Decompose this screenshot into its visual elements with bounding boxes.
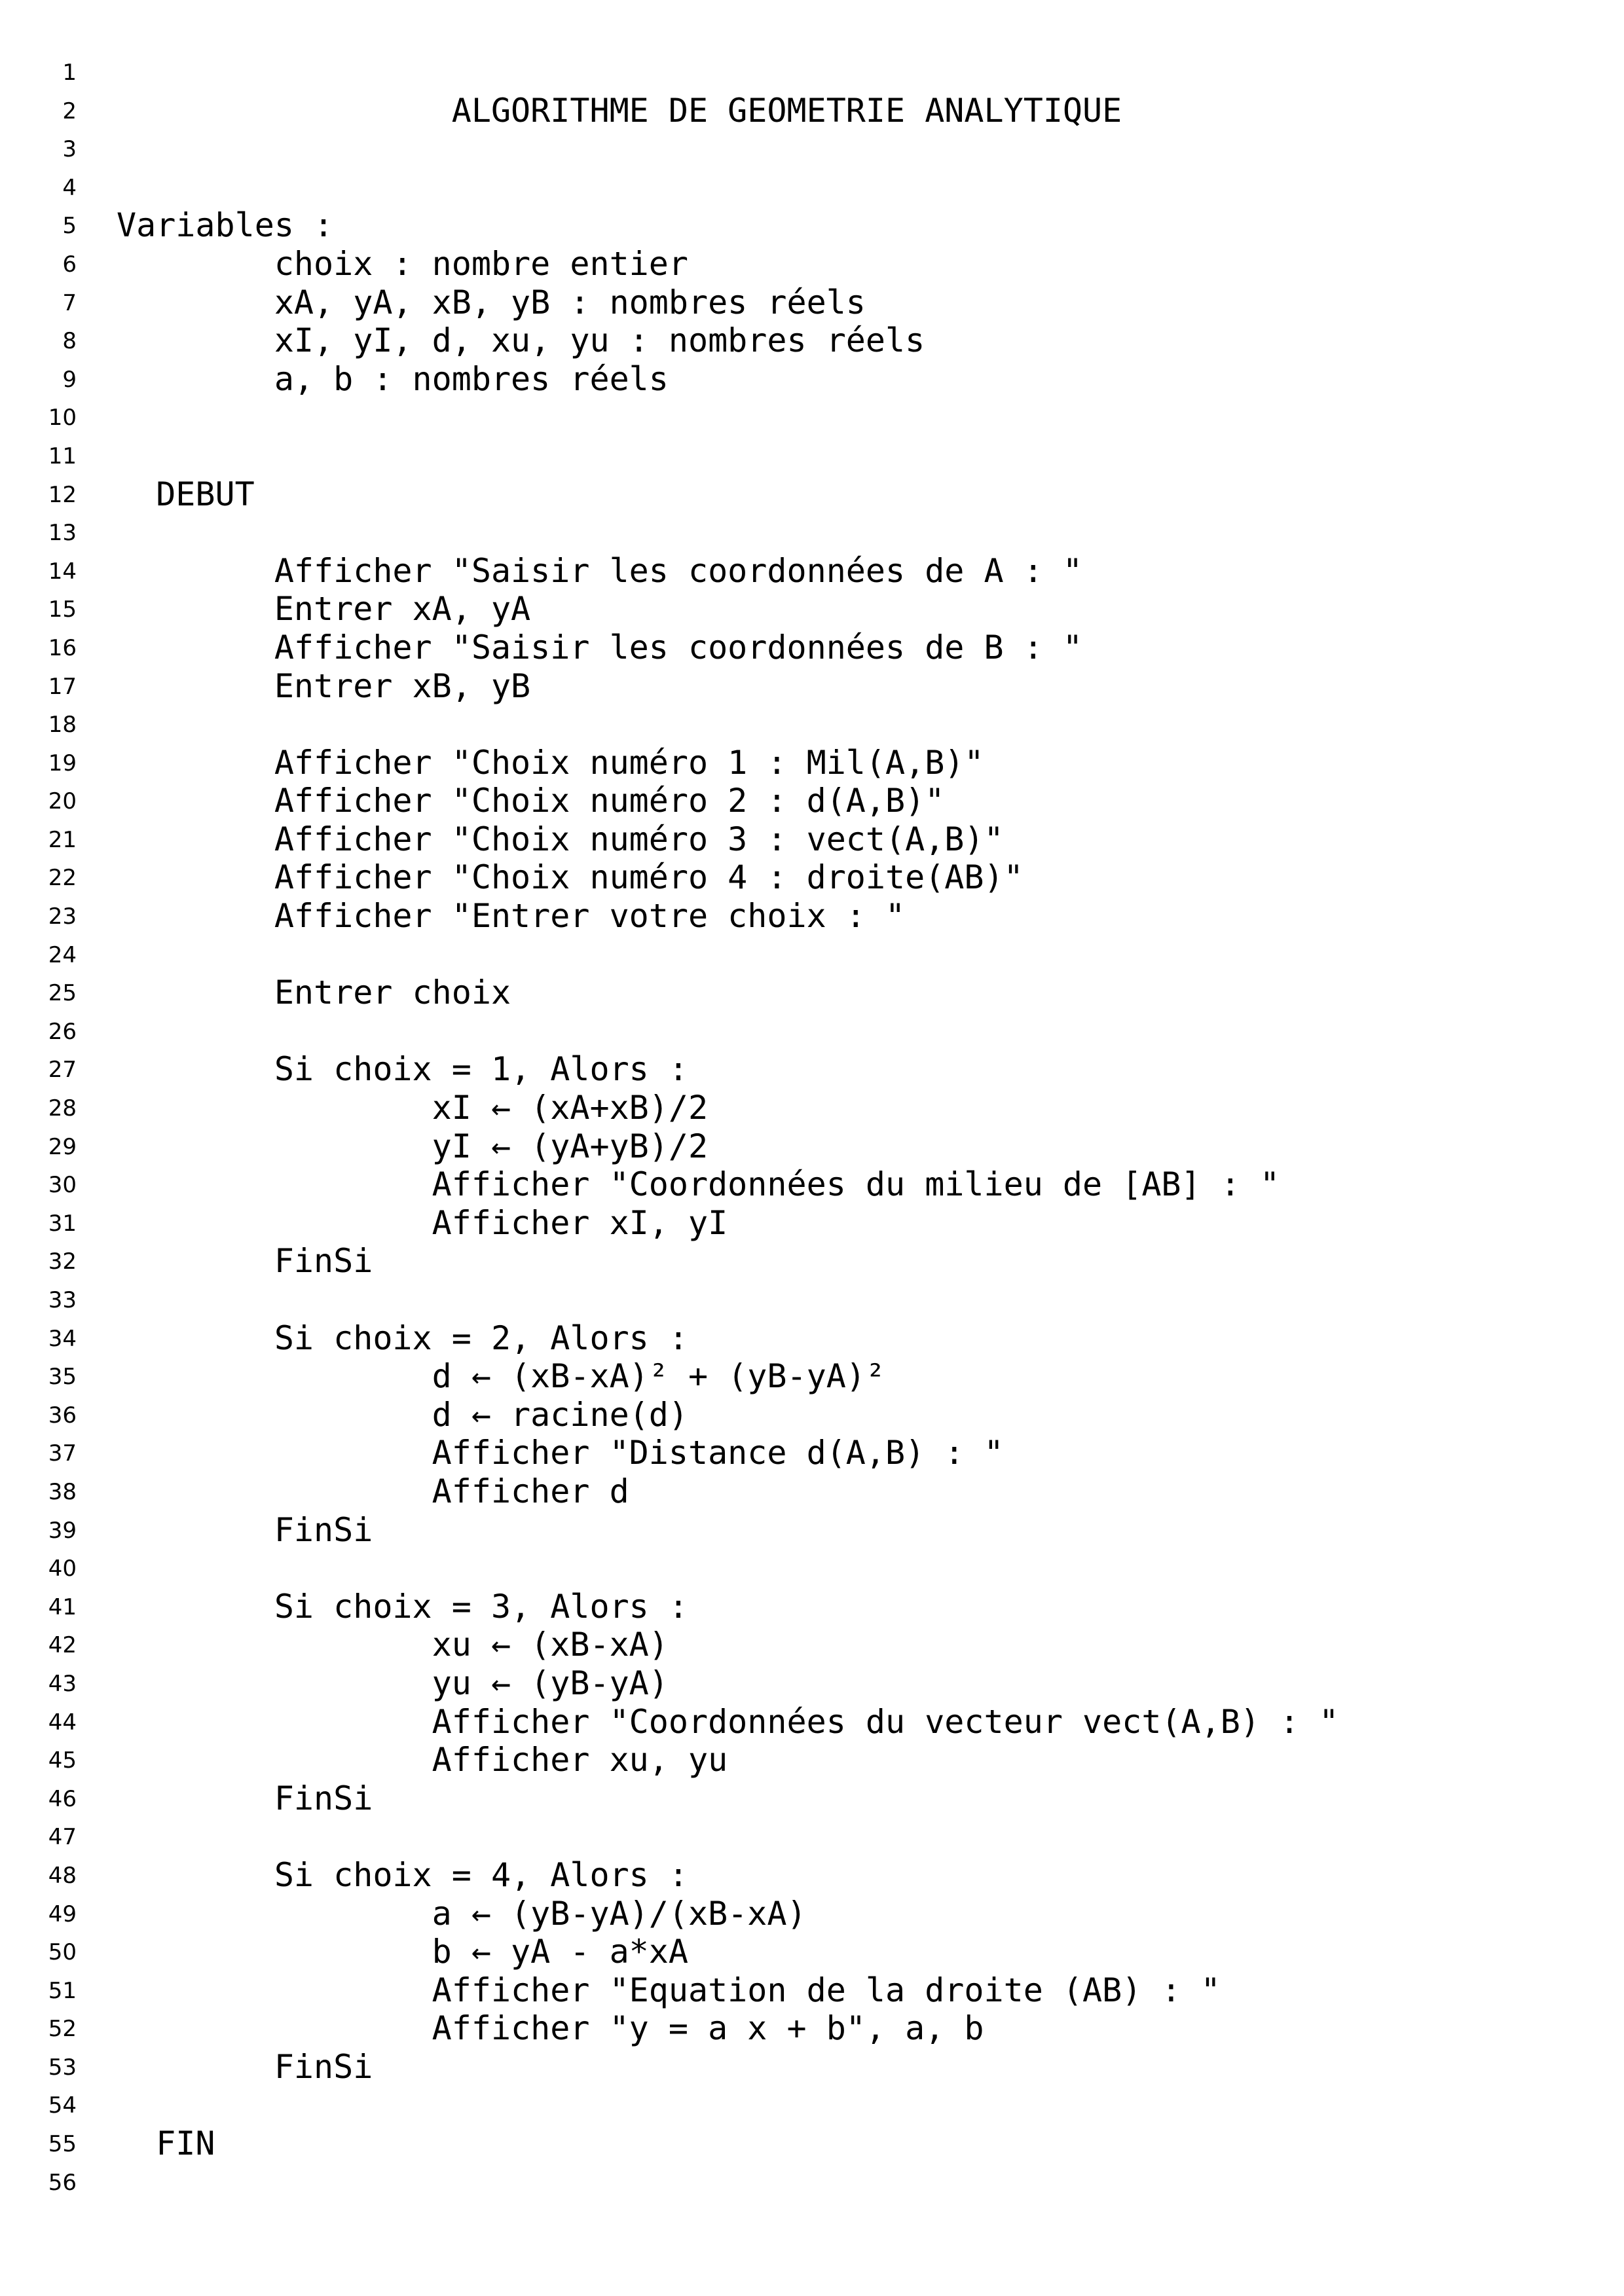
code-line: [0, 1549, 1624, 1588]
code-line: [0, 475, 1624, 514]
code-text: Si choix = 3, Alors :: [117, 1587, 688, 1626]
line-number: 1: [62, 60, 77, 86]
code-line: [0, 398, 1624, 437]
code-line: [0, 552, 1624, 591]
line-number: 55: [48, 2131, 77, 2158]
code-line: [0, 897, 1624, 936]
line-number: 41: [48, 1594, 77, 1620]
line-number: 33: [48, 1287, 77, 1313]
code-line: [0, 705, 1624, 744]
code-line: [0, 513, 1624, 552]
line-number: 8: [62, 328, 77, 355]
code-text: Afficher xI, yI: [117, 1203, 728, 1242]
line-number: 20: [48, 788, 77, 815]
code-line: [0, 283, 1624, 322]
line-number: 22: [48, 865, 77, 892]
line-number: 27: [48, 1057, 77, 1084]
line-number: 10: [48, 405, 77, 431]
line-number: 52: [48, 2016, 77, 2043]
line-number: 5: [62, 213, 77, 240]
code-text: ALGORITHME DE GEOMETRIE ANALYTIQUE: [117, 91, 1122, 130]
line-number: 42: [48, 1632, 77, 1659]
code-text: FinSi: [117, 1510, 373, 1549]
code-line: [0, 744, 1624, 782]
code-line: [0, 1779, 1624, 1818]
code-text: Si choix = 2, Alors :: [117, 1319, 688, 1357]
code-text: d ← racine(d): [117, 1395, 688, 1434]
line-number: 35: [48, 1364, 77, 1391]
line-number: 47: [48, 1824, 77, 1851]
line-number: 34: [48, 1325, 77, 1352]
line-number: 13: [48, 520, 77, 547]
code-text: FinSi: [117, 1242, 373, 1281]
line-number: 53: [48, 2054, 77, 2081]
code-text: Entrer xA, yA: [117, 590, 531, 629]
code-line: [0, 629, 1624, 667]
code-line: [0, 321, 1624, 360]
code-line: [0, 820, 1624, 859]
code-line: [0, 2009, 1624, 2048]
line-number: 19: [48, 750, 77, 776]
code-line: [0, 1434, 1624, 1472]
code-text: Afficher "Entrer votre choix : ": [117, 897, 906, 936]
line-number: 23: [48, 903, 77, 930]
code-line: [0, 1319, 1624, 1358]
code-line: [0, 1050, 1624, 1089]
line-number: 39: [48, 1517, 77, 1544]
line-number: 43: [48, 1670, 77, 1697]
code-line: [0, 1856, 1624, 1895]
line-number: 51: [48, 1977, 77, 2004]
code-text: Variables :: [117, 206, 334, 245]
code-text: b ← yA - a*xA: [117, 1933, 688, 1971]
code-line: [0, 858, 1624, 897]
code-line: [0, 245, 1624, 283]
code-line: [0, 130, 1624, 168]
code-text: FIN: [117, 2124, 215, 2163]
code-line: [0, 1396, 1624, 1434]
line-number: 6: [62, 251, 77, 278]
code-line: [0, 360, 1624, 399]
line-number: 54: [48, 2092, 77, 2119]
code-text: Afficher xu, yu: [117, 1741, 728, 1779]
code-line: [0, 437, 1624, 475]
line-number: 12: [48, 481, 77, 508]
code-text: Entrer xB, yB: [117, 666, 531, 705]
line-number: 26: [48, 1018, 77, 1045]
line-number: 48: [48, 1862, 77, 1889]
line-number: 56: [48, 2169, 77, 2196]
code-text: Afficher "Distance d(A,B) : ": [117, 1434, 1004, 1472]
line-number: 3: [62, 136, 77, 163]
line-number: 16: [48, 634, 77, 661]
line-number: 45: [48, 1747, 77, 1774]
code-line: [0, 206, 1624, 245]
code-line: [0, 2048, 1624, 2086]
line-number: 37: [48, 1440, 77, 1467]
code-text: yu ← (yB-yA): [117, 1664, 669, 1702]
code-text: Afficher "Coordonnées du milieu de [AB] : ": [117, 1165, 1280, 1204]
code-text: Entrer choix: [117, 974, 511, 1012]
line-number: 49: [48, 1901, 77, 1927]
code-line: [0, 1357, 1624, 1396]
code-text: d ← (xB-xA)² + (yB-yA)²: [117, 1357, 885, 1396]
code-text: xu ← (xB-xA): [117, 1626, 669, 1664]
code-text: Afficher "Choix numéro 3 : vect(A,B)": [117, 820, 1004, 858]
line-number: 50: [48, 1939, 77, 1966]
code-line: [0, 936, 1624, 974]
line-number: 28: [48, 1095, 77, 1122]
code-text: Afficher "Saisir les coordonnées de B : ": [117, 628, 1083, 666]
line-number: 21: [48, 826, 77, 853]
code-text: a, b : nombres réels: [117, 359, 669, 398]
code-line: [0, 2124, 1624, 2163]
code-text: Afficher d: [117, 1472, 629, 1510]
code-text: xI, yI, d, xu, yu : nombres réels: [117, 321, 925, 360]
line-number: 17: [48, 673, 77, 700]
code-line: [0, 1741, 1624, 1779]
code-text: FinSi: [117, 1779, 373, 1817]
code-line: [0, 1895, 1624, 1933]
line-number: 44: [48, 1709, 77, 1736]
code-text: FinSi: [117, 2047, 373, 2086]
code-text: Afficher "Coordonnées du vecteur vect(A,B) : ": [117, 1702, 1339, 1741]
code-text: xI ← (xA+xB)/2: [117, 1089, 709, 1127]
code-line: [0, 667, 1624, 706]
code-line: [0, 1204, 1624, 1243]
line-number: 15: [48, 596, 77, 623]
code-text: Si choix = 4, Alors :: [117, 1855, 688, 1894]
line-number: 46: [48, 1785, 77, 1812]
line-number: 29: [48, 1133, 77, 1160]
code-line: [0, 2086, 1624, 2124]
line-number: 9: [62, 366, 77, 393]
code-line: [0, 1089, 1624, 1127]
code-line: [0, 1588, 1624, 1626]
code-text: Afficher "Choix numéro 4 : droite(AB)": [117, 858, 1024, 897]
code-text: Afficher "Choix numéro 2 : d(A,B)": [117, 782, 945, 820]
code-line: [0, 1664, 1624, 1703]
code-line: [0, 782, 1624, 820]
code-line: [0, 590, 1624, 629]
code-line: [0, 1242, 1624, 1281]
line-number: 14: [48, 558, 77, 585]
code-line: [0, 1165, 1624, 1204]
code-line: [0, 1817, 1624, 1856]
code-text: Afficher "y = a x + b", a, b: [117, 2009, 984, 2048]
code-text: Afficher "Choix numéro 1 : Mil(A,B)": [117, 743, 984, 782]
code-line: [0, 1626, 1624, 1664]
code-line: [0, 1703, 1624, 1741]
code-text: choix : nombre entier: [117, 244, 688, 283]
code-text: Si choix = 1, Alors :: [117, 1050, 688, 1089]
code-line: [0, 1012, 1624, 1051]
line-number: 2: [62, 98, 77, 124]
code-line: [0, 1127, 1624, 1166]
code-line: [0, 1281, 1624, 1319]
line-number: 40: [48, 1556, 77, 1582]
line-number: 24: [48, 941, 77, 968]
line-number: 36: [48, 1402, 77, 1429]
line-number: 18: [48, 712, 77, 738]
code-line: [0, 168, 1624, 207]
code-text: DEBUT: [117, 475, 255, 513]
code-line: [0, 2163, 1624, 2202]
code-text: a ← (yB-yA)/(xB-xA): [117, 1894, 807, 1933]
code-text: yI ← (yA+yB)/2: [117, 1127, 709, 1165]
code-line: [0, 53, 1624, 92]
line-number: 30: [48, 1172, 77, 1199]
line-number: 31: [48, 1210, 77, 1237]
code-line: [0, 1511, 1624, 1550]
code-text: xA, yA, xB, yB : nombres réels: [117, 283, 866, 321]
line-number: 38: [48, 1478, 77, 1505]
line-number: 25: [48, 980, 77, 1007]
code-text: Afficher "Saisir les coordonnées de A : ": [117, 551, 1083, 590]
code-text: Afficher "Equation de la droite (AB) : ": [117, 1971, 1221, 2009]
line-number: 4: [62, 174, 77, 201]
code-line: [0, 92, 1624, 130]
code-listing: [0, 53, 1624, 2201]
code-line: [0, 1971, 1624, 2010]
code-line: [0, 1472, 1624, 1511]
code-line: [0, 1933, 1624, 1971]
code-line: [0, 974, 1624, 1012]
line-number: 7: [62, 289, 77, 316]
line-number: 32: [48, 1248, 77, 1275]
line-number: 11: [48, 443, 77, 469]
